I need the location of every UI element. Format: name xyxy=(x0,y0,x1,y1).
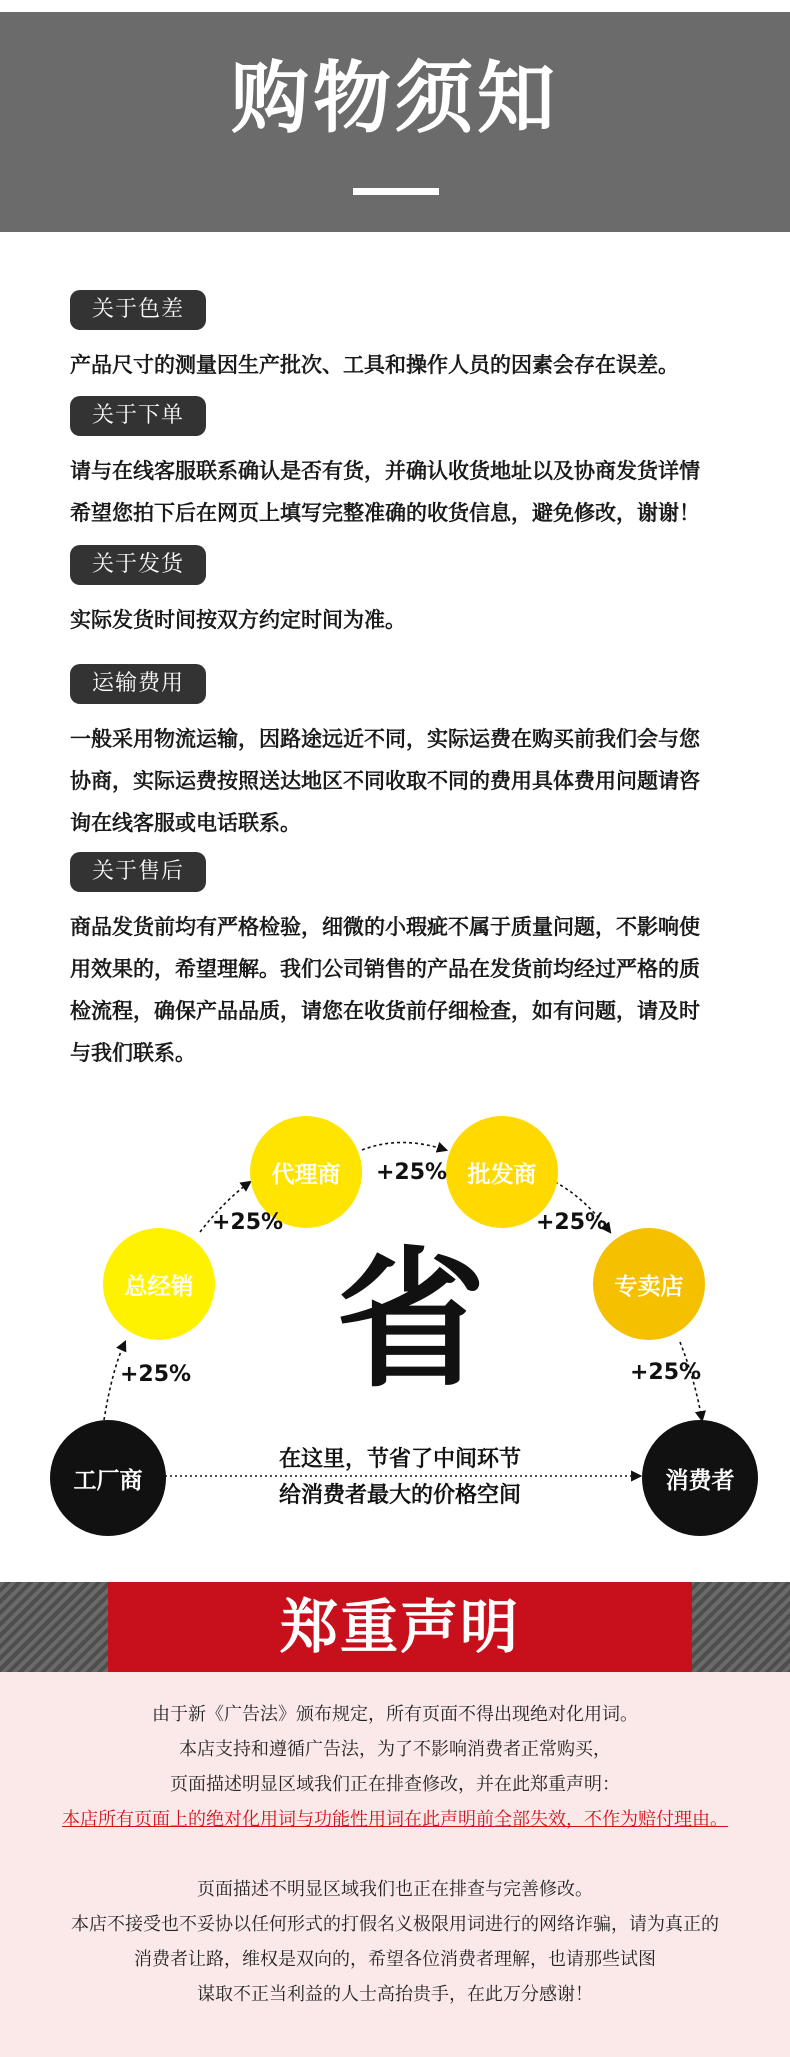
node-label: 批发商 xyxy=(467,1161,537,1188)
section-text xyxy=(70,906,760,1074)
declaration-line: 谋取不正当利益的人士高抬贵手，在此万分感谢！ xyxy=(197,1984,593,2005)
diagram-caption-2: 给消费者最大的价格空间 xyxy=(278,1483,521,1508)
section-line: 用效果的，希望理解。我们公司销售的产品在发货前均经过严格的质 xyxy=(70,957,700,981)
supply-chain-diagram xyxy=(0,1080,790,1560)
markup-label: +25% xyxy=(120,1362,192,1387)
declaration-line: 消费者让路，维权是双向的，希望各位消费者理解，也请那些试图 xyxy=(134,1949,656,1970)
declaration-title: 郑重声明 xyxy=(279,1593,520,1661)
section-freight xyxy=(70,664,760,844)
declaration-line: 本店不接受也不妥协以任何形式的打假名义极限用词进行的网络诈骗，请为真正的 xyxy=(71,1914,719,1935)
markup-label: +25% xyxy=(630,1360,702,1385)
section-color-difference xyxy=(70,290,760,386)
node-factory xyxy=(50,1420,166,1536)
declaration-line: 本店支持和遵循广告法，为了不影响消费者正常购买， xyxy=(179,1739,611,1760)
section-line: 一般采用物流运输，因路途远近不同，实际运费在购买前我们会与您 xyxy=(70,727,700,751)
section-tag: 关于下单 xyxy=(70,396,206,436)
section-shipping xyxy=(70,545,760,641)
section-after-sales xyxy=(70,852,760,1074)
section-text xyxy=(70,344,760,386)
page-header xyxy=(0,12,790,232)
markup-label: +25% xyxy=(536,1210,608,1235)
section-line: 检流程，确保产品品质，请您在收货前仔细检查，如有问题，请及时 xyxy=(70,999,700,1023)
section-tag: 运输费用 xyxy=(70,664,206,704)
declaration-warning-line: 本店所有页面上的绝对化用词与功能性用词在此声明前全部失效，不作为赔付理由。 xyxy=(62,1809,728,1830)
section-line: 请与在线客服联系确认是否有货，并确认收货地址以及协商发货详情 xyxy=(70,459,700,483)
node-distributor xyxy=(103,1228,215,1340)
page-title: 购物须知 xyxy=(230,54,559,144)
section-line: 与我们联系。 xyxy=(70,1041,196,1065)
declaration-line: 页面描述不明显区域我们也正在排查与完善修改。 xyxy=(197,1879,593,1900)
section-ordering xyxy=(70,396,760,534)
node-label: 代理商 xyxy=(271,1161,341,1188)
section-line: 实际发货时间按双方约定时间为准。 xyxy=(70,608,406,632)
save-character: 省 xyxy=(336,1234,487,1408)
section-line: 协商，实际运费按照送达地区不同收取不同的费用具体费用问题请咨 xyxy=(70,769,700,793)
diagram-caption-1: 在这里，节省了中间环节 xyxy=(278,1447,521,1472)
node-label: 工厂商 xyxy=(73,1467,143,1494)
section-line: 询在线客服或电话联系。 xyxy=(70,811,301,835)
section-line: 商品发货前均有严格检验，细微的小瑕疵不属于质量问题，不影响使 xyxy=(70,915,700,939)
node-consumer xyxy=(642,1420,758,1536)
node-label: 专卖店 xyxy=(614,1273,684,1300)
section-line: 产品尺寸的测量因生产批次、工具和操作人员的因素会存在误差。 xyxy=(70,353,679,377)
declaration-line: 由于新《广告法》颁布规定，所有页面不得出现绝对化用词。 xyxy=(152,1704,638,1725)
section-text xyxy=(70,599,760,641)
node-label: 总经销 xyxy=(124,1273,194,1300)
markup-label: +25% xyxy=(376,1160,448,1185)
declaration-line: 页面描述明显区域我们正在排查修改，并在此郑重声明： xyxy=(170,1774,620,1795)
node-label: 消费者 xyxy=(665,1467,735,1494)
section-tag: 关于色差 xyxy=(70,290,206,330)
declaration-body xyxy=(0,1672,790,2057)
markup-label: +25% xyxy=(212,1210,284,1235)
section-text xyxy=(70,450,760,534)
section-line: 希望您拍下后在网页上填写完整准确的收货信息，避免修改，谢谢！ xyxy=(70,501,700,525)
section-text xyxy=(70,718,760,844)
section-tag: 关于发货 xyxy=(70,545,206,585)
arrow-agent-wholesaler xyxy=(362,1143,446,1151)
title-underline xyxy=(353,188,439,195)
section-tag: 关于售后 xyxy=(70,852,206,892)
node-store xyxy=(593,1228,705,1340)
